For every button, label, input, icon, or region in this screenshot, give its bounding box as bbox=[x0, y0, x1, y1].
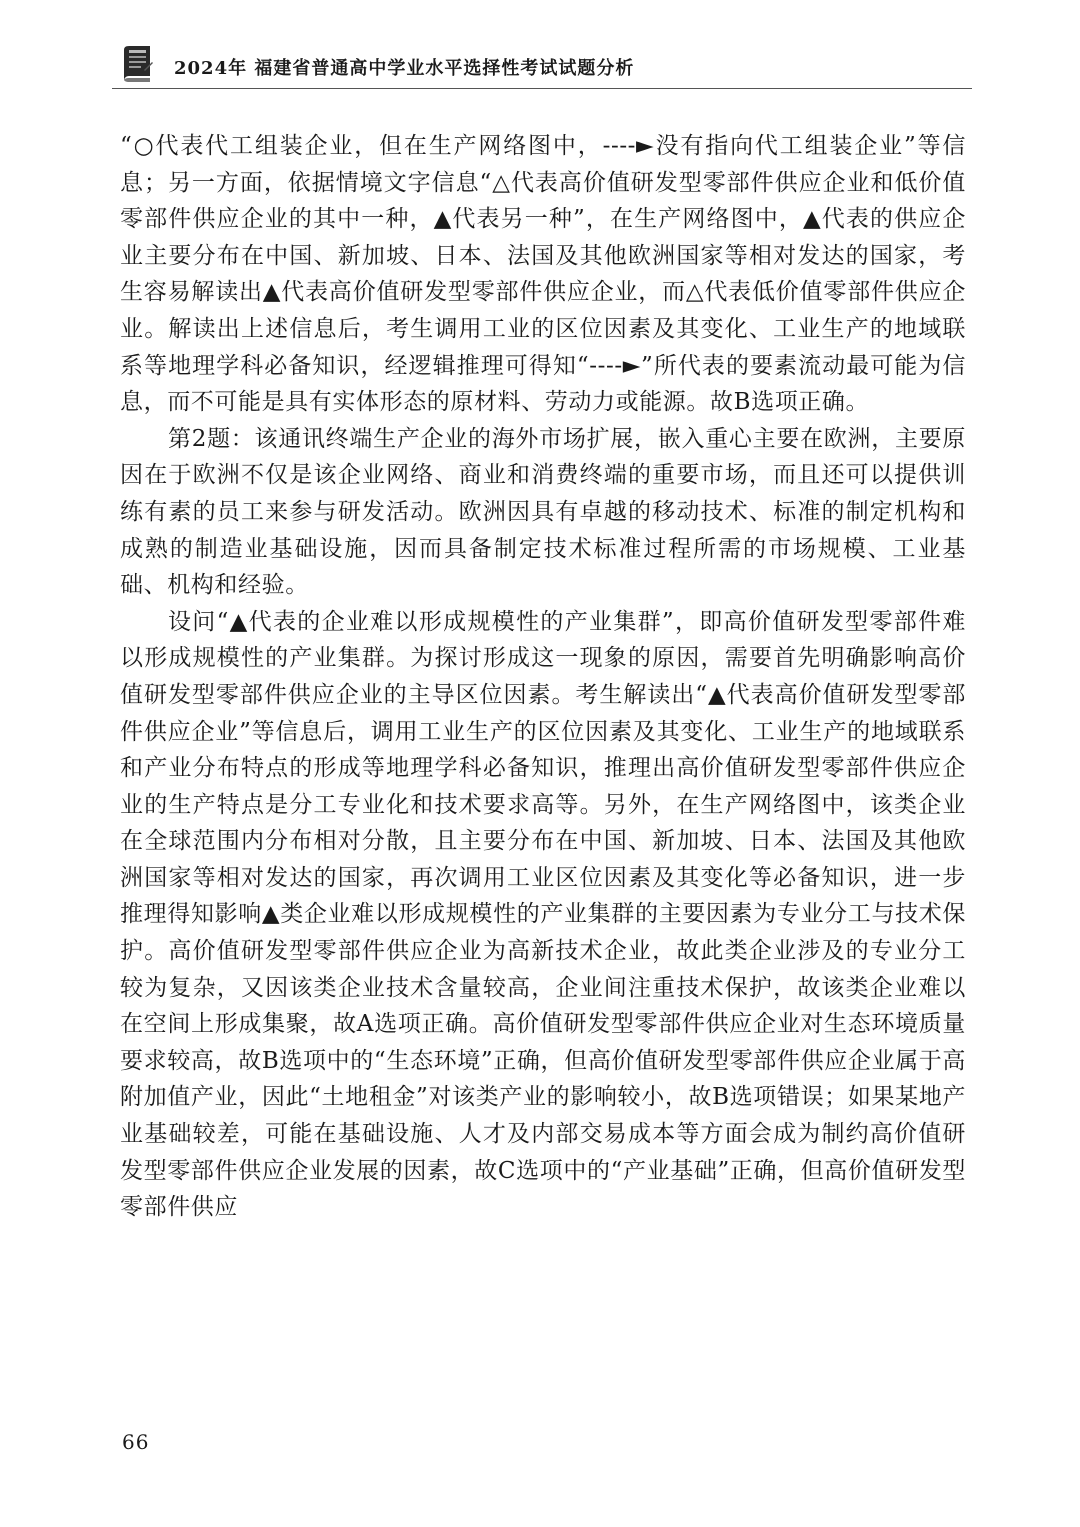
paragraph: 第2题：该通讯终端生产企业的海外市场扩展，嵌入重心主要在欧洲，主要原因在于欧洲不仅是该企业网络、商业和消费终端的重要市场，而且还可以提供训练有素的员工来参与研发活动。欧洲因具有卓越的移动技术、标准的制定机构和成熟的制造业基础设施，因而具备制定技术标准过程所需的市场规模、工业基础、机构和经验。 bbox=[120, 425, 966, 599]
header-rule bbox=[112, 88, 972, 89]
header-title: 2024年 福建省普通高中学业水平选择性考试试题分析 bbox=[174, 58, 635, 79]
page-header bbox=[112, 40, 972, 90]
paragraph: 设问“▲代表的企业难以形成规模性的产业集群”，即高价值研发型零部件难以形成规模性的产业集群。为探讨形成这一现象的原因，需要首先明确影响高价值研发型零部件供应企业的主导区位因素。考生解读出“▲代表高价值研发型零部件供应企业”等信息后，调用工业生产的区位因素及其变化、工业生产的地域联系和产业分布特点的形成等地理学科必备知识，推理出高价值研发型零部件供应企业的生产特点是分工专业化和技术要求高等。另外，在生产网络图中，该类企业在全球范围内分布相对分散，且主要分布在中国、新加坡、日本、法国及其他欧洲国家等相对发达的国家，再次调用工业区位因素及其变化等必备知识，进一步推理得知影响▲类企业难以形成规模性的产业集群的主要因素为专业分工与技术保护。高价值研发型零部件供应企业为高新技术企业，故此类企业涉及的专业分工较为复杂，又因该类企业技术含量较高，企业间注重技术保护，故该类企业难以在空间上形成集聚，故A选项正确。高价值研发型零部件供应企业对生态环境质量要求较高，故B选项中的“生态环境”正确，但高价值研发型零部件供应企业属于高附加值产业，因此“土地租金”对该类产业的影响较小，故B选项错误；如果某地产业基础较差，可能在基础设施、人才及内部交易成本等方面会成为制约高价值研发型零部件供应企业发展的因素，故C选项中的“产业基础”正确，但高价值研发型零部件供应 bbox=[120, 608, 966, 1221]
body-text bbox=[120, 128, 966, 1226]
book-icon bbox=[120, 44, 154, 84]
page-number: 66 bbox=[122, 1430, 150, 1454]
paragraph: “○代表代工组装企业，但在生产网络图中，----►没有指向代工组装企业”等信息；另一方面，依据情境文字信息“△代表高价值研发型零部件供应企业和低价值零部件供应企业的其中一种，▲代表另一种”，在生产网络图中，▲代表的供应企业主要分布在中国、新加坡、日本、法国及其他欧洲国家等相对发达的国家，考生容易解读出▲代表高价值研发型零部件供应企业，而△代表低价值零部件供应企业。解读出上述信息后，考生调用工业的区位因素及其变化、工业生产的地域联系等地理学科必备知识，经逻辑推理可得知“----►”所代表的要素流动最可能为信息，而不可能是具有实体形态的原材料、劳动力或能源。故B选项正确。 bbox=[120, 133, 966, 416]
